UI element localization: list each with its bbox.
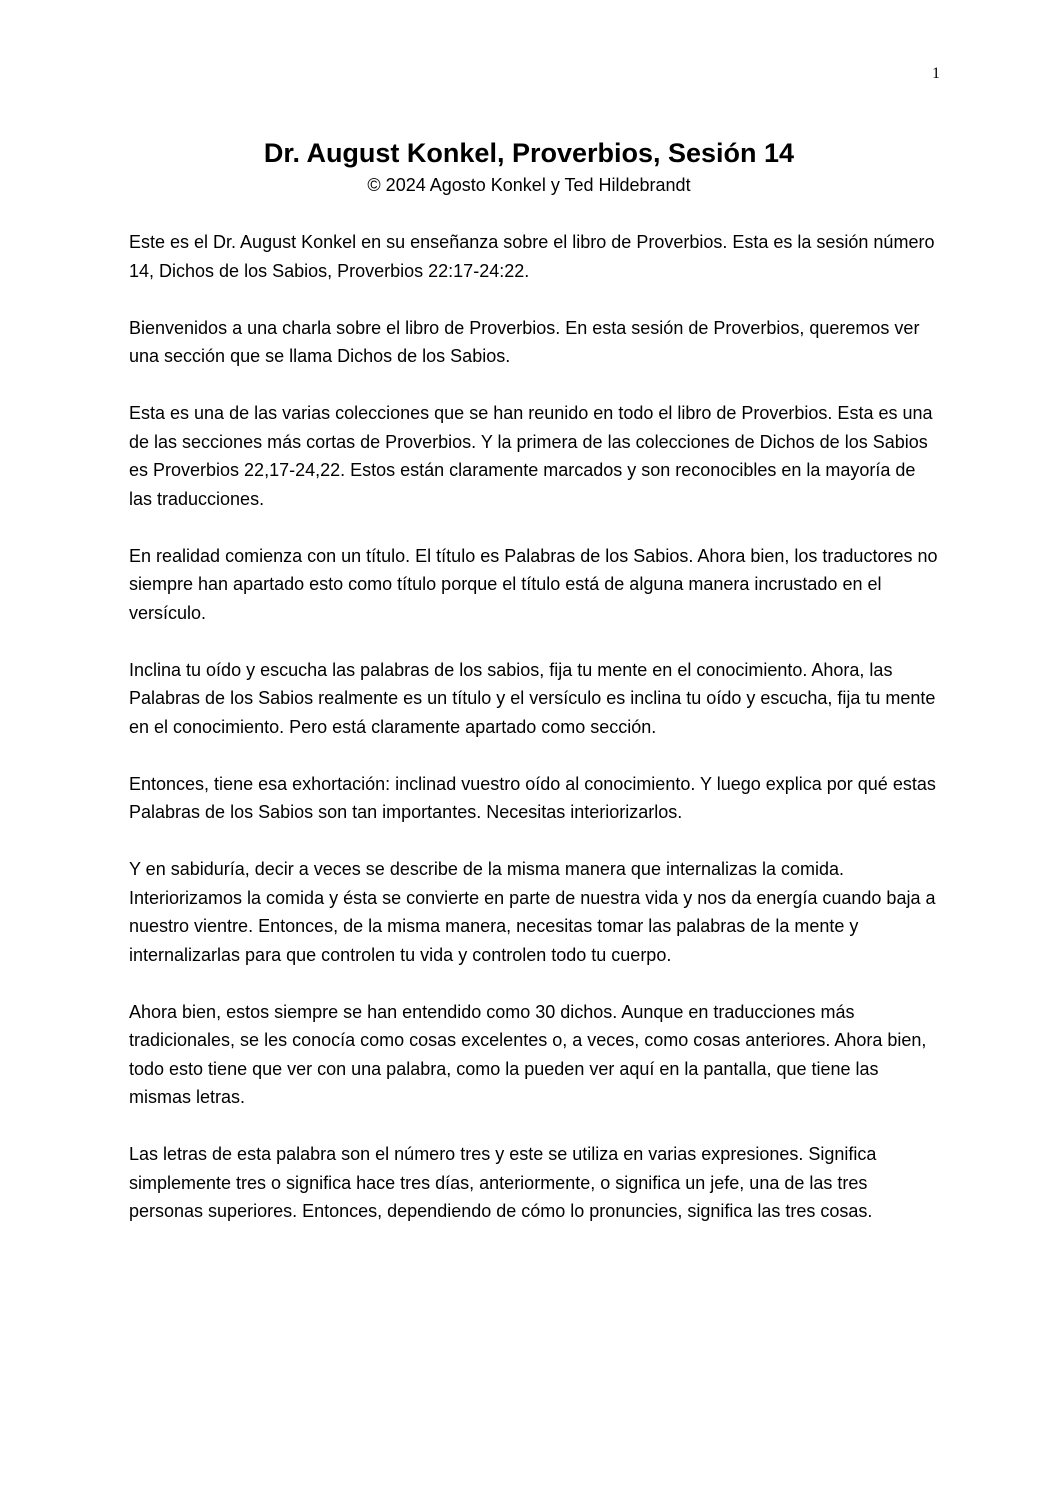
paragraph: Ahora bien, estos siempre se han entendido como 30 dichos. Aunque en traducciones más tradicionales, se les conocía como cosas excelentes o, a veces, como cosas anteriores. Ahora bien, todo esto tiene que ver con una palabra, como la pueden ver aquí en la pantalla, que tiene las mismas letras.	[129, 1001, 927, 1107]
paragraph: En realidad comienza con un título. El título es Palabras de los Sabios. Ahora bien, los traductores no siempre han apartado esto como título porque el título está de alguna manera incrustado en el versículo.	[129, 545, 938, 623]
paragraph: Entonces, tiene esa exhortación: inclinad vuestro oído al conocimiento. Y luego explica por qué estas Palabras de los Sabios son tan importantes. Necesitas interiorizarlos.	[129, 773, 936, 822]
copyright-line: © 2024 Agosto Konkel y Ted Hildebrandt	[367, 175, 691, 195]
body-text	[129, 228, 939, 1254]
paragraph: Inclina tu oído y escucha las palabras de los sabios, fija tu mente en el conocimiento. Ahora, las Palabras de los Sabios realmente es un título y el versículo es inclina tu oído y escucha, fija tu mente en el conocimiento. Pero está claramente apartado como sección.	[129, 659, 936, 737]
paragraph: Este es el Dr. August Konkel en su enseñanza sobre el libro de Proverbios. Esta es la sesión número 14, Dichos de los Sabios, Proverbios 22:17-24:22.	[129, 232, 935, 281]
paragraph: Y en sabiduría, decir a veces se describe de la misma manera que internalizas la comida. Interiorizamos la comida y ésta se convierte en parte de nuestra vida y nos da energía cuando baja a nuestro vientre. Entonces, de la misma manera, necesitas tomar las palabras de la mente y internalizarlas para que controlen tu vida y controlen todo tu cuerpo.	[129, 859, 936, 965]
paragraph: Esta es una de las varias colecciones que se han reunido en todo el libro de Proverbios. Esta es una de las secciones más cortas de Proverbios. Y la primera de las colecciones de Dichos de los Sabios es Proverbios 22,17-24,22. Estos están claramente marcados y son reconocibles en la mayoría de las traducciones.	[129, 403, 933, 509]
paragraph: Bienvenidos a una charla sobre el libro de Proverbios. En esta sesión de Proverbios, queremos ver una sección que se llama Dichos de los Sabios.	[129, 317, 920, 366]
page-number: 1	[932, 65, 940, 82]
paragraph: Las letras de esta palabra son el número tres y este se utiliza en varias expresiones. Significa simplemente tres o significa hace tres días, anteriormente, o significa un jefe, una de las tres personas superiores. Entonces, dependiendo de cómo lo pronuncies, significa las tres cosas.	[129, 1144, 877, 1221]
page-title: Dr. August Konkel, Proverbios, Sesión 14	[263, 138, 795, 168]
